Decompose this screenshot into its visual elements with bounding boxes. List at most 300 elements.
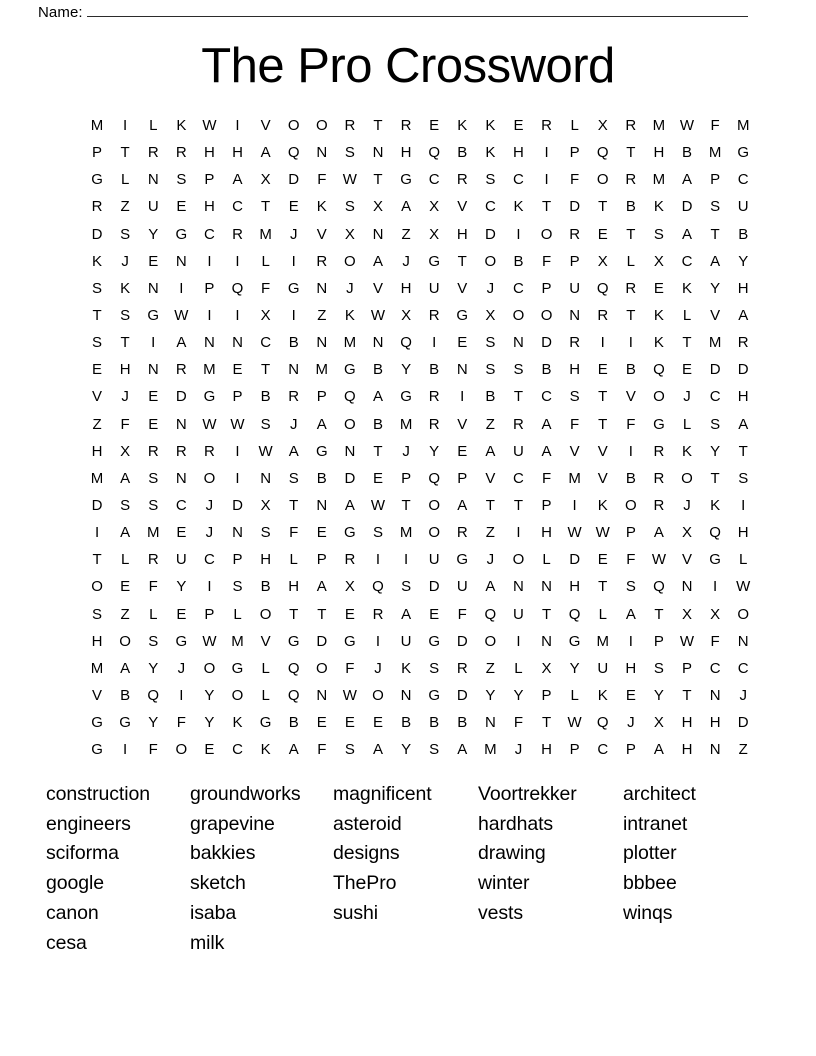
grid-cell[interactable]: B xyxy=(541,361,552,379)
grid-cell[interactable]: V xyxy=(682,551,693,569)
grid-cell[interactable]: H xyxy=(400,144,412,162)
grid-cell[interactable]: E xyxy=(344,605,355,623)
grid-cell[interactable]: R xyxy=(147,551,159,569)
word-list-item[interactable]: engineers xyxy=(46,812,131,835)
grid-cell[interactable]: L xyxy=(289,551,298,569)
grid-cell[interactable]: H xyxy=(737,388,749,406)
grid-cell[interactable]: T xyxy=(92,306,102,324)
grid-cell[interactable]: M xyxy=(736,117,750,134)
grid-cell[interactable]: O xyxy=(624,496,637,514)
grid-cell[interactable]: B xyxy=(316,469,327,487)
word-list-item[interactable]: bakkies xyxy=(190,842,256,865)
grid-cell[interactable]: N xyxy=(260,469,272,487)
grid-cell[interactable]: E xyxy=(288,198,299,216)
grid-cell[interactable]: T xyxy=(541,198,552,216)
grid-cell[interactable]: D xyxy=(344,469,356,487)
word-list-item[interactable]: Voortrekker xyxy=(478,783,577,805)
grid-cell[interactable]: T xyxy=(289,605,299,623)
grid-cell[interactable]: G xyxy=(400,171,412,189)
grid-cell[interactable]: S xyxy=(710,198,721,216)
grid-cell[interactable]: M xyxy=(343,334,357,352)
grid-cell[interactable]: O xyxy=(372,686,384,704)
grid-cell[interactable]: W xyxy=(342,686,357,704)
grid-cell[interactable]: K xyxy=(513,198,524,216)
grid-cell[interactable]: G xyxy=(344,361,356,379)
grid-cell[interactable]: I xyxy=(544,144,549,162)
grid-cell[interactable]: R xyxy=(456,659,468,677)
grid-cell[interactable]: N xyxy=(288,361,300,379)
grid-cell[interactable]: Z xyxy=(738,741,748,759)
grid-cell[interactable]: W xyxy=(567,524,582,542)
grid-cell[interactable]: T xyxy=(598,198,608,216)
word-list-item[interactable]: vests xyxy=(478,901,524,924)
grid-cell[interactable]: N xyxy=(316,334,328,352)
grid-cell[interactable]: G xyxy=(147,306,160,324)
grid-cell[interactable]: C xyxy=(513,469,524,487)
grid-cell[interactable]: T xyxy=(120,334,130,352)
grid-cell[interactable]: C xyxy=(232,741,243,759)
grid-cell[interactable]: G xyxy=(91,714,103,732)
grid-cell[interactable]: C xyxy=(513,171,524,189)
grid-cell[interactable]: A xyxy=(401,198,412,216)
grid-cell[interactable]: B xyxy=(625,198,636,216)
grid-cell[interactable]: M xyxy=(652,171,666,189)
grid-cell[interactable]: F xyxy=(570,415,580,433)
grid-cell[interactable]: A xyxy=(232,171,243,189)
grid-cell[interactable]: A xyxy=(653,524,664,542)
grid-cell[interactable]: R xyxy=(428,388,440,406)
word-list-item[interactable]: canon xyxy=(46,901,99,924)
grid-cell[interactable]: P xyxy=(401,469,412,487)
grid-cell[interactable]: O xyxy=(653,388,665,406)
grid-cell[interactable]: I xyxy=(403,551,409,569)
grid-cell[interactable]: I xyxy=(628,442,633,460)
grid-cell[interactable]: T xyxy=(92,551,102,569)
grid-cell[interactable]: E xyxy=(148,252,159,270)
grid-cell[interactable]: N xyxy=(569,306,581,324)
grid-cell[interactable]: J xyxy=(205,496,214,514)
grid-cell[interactable]: N xyxy=(175,415,187,433)
grid-cell[interactable]: E xyxy=(429,117,440,134)
grid-cell[interactable]: I xyxy=(375,632,381,650)
grid-cell[interactable]: B xyxy=(513,252,524,270)
grid-cell[interactable]: B xyxy=(288,714,299,732)
grid-cell[interactable]: U xyxy=(513,442,524,460)
grid-cell[interactable]: E xyxy=(344,714,355,732)
grid-cell[interactable]: X xyxy=(597,117,608,134)
grid-cell[interactable]: T xyxy=(373,117,383,134)
grid-cell[interactable]: E xyxy=(625,686,636,704)
grid-cell[interactable]: T xyxy=(317,605,327,623)
grid-cell[interactable]: U xyxy=(175,551,187,569)
grid-cell[interactable]: G xyxy=(428,686,440,704)
grid-cell[interactable]: E xyxy=(457,334,468,352)
grid-cell[interactable]: T xyxy=(710,469,720,487)
grid-cell[interactable]: R xyxy=(147,144,159,162)
grid-cell[interactable]: T xyxy=(626,225,636,243)
grid-cell[interactable]: G xyxy=(737,144,750,162)
grid-cell[interactable]: Q xyxy=(596,144,609,162)
grid-cell[interactable]: Y xyxy=(710,442,721,460)
grid-cell[interactable]: M xyxy=(90,659,104,677)
grid-cell[interactable]: H xyxy=(232,144,243,162)
grid-cell[interactable]: Y xyxy=(401,361,412,379)
grid-cell[interactable]: C xyxy=(709,659,721,677)
grid-cell[interactable]: G xyxy=(231,659,244,677)
grid-cell[interactable]: P xyxy=(204,171,215,189)
grid-cell[interactable]: K xyxy=(653,334,664,352)
grid-cell[interactable]: S xyxy=(344,144,355,162)
grid-cell[interactable]: X xyxy=(429,198,440,216)
grid-cell[interactable]: M xyxy=(146,524,160,542)
grid-cell[interactable]: N xyxy=(709,741,721,759)
grid-cell[interactable]: L xyxy=(514,659,523,677)
grid-cell[interactable]: F xyxy=(541,469,552,487)
grid-cell[interactable]: V xyxy=(92,686,103,704)
grid-cell[interactable]: R xyxy=(653,469,665,487)
grid-cell[interactable]: O xyxy=(91,578,103,596)
grid-cell[interactable]: E xyxy=(429,605,440,623)
grid-cell[interactable]: E xyxy=(682,361,693,379)
grid-cell[interactable]: X xyxy=(682,605,693,623)
grid-cell[interactable]: K xyxy=(176,117,187,134)
word-list-item[interactable]: sciforma xyxy=(46,842,119,865)
grid-cell[interactable]: D xyxy=(709,361,721,379)
grid-cell[interactable]: M xyxy=(203,361,216,379)
grid-cell[interactable]: C xyxy=(232,198,243,216)
grid-cell[interactable]: N xyxy=(316,686,328,704)
grid-cell[interactable]: O xyxy=(540,306,553,324)
grid-cell[interactable]: U xyxy=(147,198,159,216)
grid-cell[interactable]: A xyxy=(288,741,299,759)
grid-cell[interactable]: H xyxy=(119,361,131,379)
grid-cell[interactable]: P xyxy=(569,741,580,759)
grid-cell[interactable]: V xyxy=(316,225,327,243)
grid-cell[interactable]: R xyxy=(147,442,159,460)
grid-cell[interactable]: T xyxy=(682,334,692,352)
grid-cell[interactable]: A xyxy=(372,252,383,270)
word-list-item[interactable]: isaba xyxy=(190,901,237,924)
grid-cell[interactable]: L xyxy=(233,605,242,623)
grid-cell[interactable]: C xyxy=(260,334,272,352)
grid-cell[interactable]: W xyxy=(370,306,386,324)
grid-cell[interactable]: H xyxy=(653,144,665,162)
grid-cell[interactable]: P xyxy=(569,144,580,162)
grid-cell[interactable]: G xyxy=(175,225,188,243)
grid-cell[interactable]: H xyxy=(91,632,103,650)
grid-cell[interactable]: J xyxy=(486,551,495,569)
grid-cell[interactable]: N xyxy=(372,144,384,162)
grid-cell[interactable]: F xyxy=(710,117,720,134)
grid-cell[interactable]: Q xyxy=(653,578,665,596)
grid-cell[interactable]: G xyxy=(119,714,131,732)
grid-cell[interactable]: A xyxy=(653,741,664,759)
grid-cell[interactable]: P xyxy=(541,686,552,704)
grid-cell[interactable]: G xyxy=(203,388,216,406)
word-list-item[interactable]: cesa xyxy=(46,931,87,954)
grid-cell[interactable]: U xyxy=(737,198,749,216)
grid-cell[interactable]: X xyxy=(260,496,271,514)
grid-cell[interactable]: T xyxy=(261,198,271,216)
grid-cell[interactable]: I xyxy=(291,252,296,270)
grid-cell[interactable]: X xyxy=(344,225,355,243)
grid-cell[interactable]: C xyxy=(737,171,749,189)
grid-cell[interactable]: C xyxy=(513,279,524,297)
grid-cell[interactable]: K xyxy=(710,496,721,514)
grid-cell[interactable]: Y xyxy=(204,686,215,704)
grid-cell[interactable]: N xyxy=(316,496,328,514)
grid-cell[interactable]: A xyxy=(120,659,131,677)
grid-cell[interactable]: R xyxy=(569,334,581,352)
grid-cell[interactable]: J xyxy=(289,225,298,243)
grid-cell[interactable]: P xyxy=(653,632,664,650)
grid-cell[interactable]: A xyxy=(682,225,693,243)
grid-cell[interactable]: Y xyxy=(513,686,524,704)
grid-cell[interactable]: T xyxy=(513,388,524,406)
grid-cell[interactable]: O xyxy=(596,171,609,189)
grid-cell[interactable]: O xyxy=(681,469,693,487)
grid-cell[interactable]: Z xyxy=(485,524,495,542)
grid-cell[interactable]: R xyxy=(316,252,328,270)
grid-cell[interactable]: A xyxy=(682,171,693,189)
grid-cell[interactable]: V xyxy=(625,388,636,406)
grid-cell[interactable]: P xyxy=(316,551,327,569)
grid-cell[interactable]: B xyxy=(457,714,468,732)
grid-cell[interactable]: T xyxy=(373,442,383,460)
grid-cell[interactable]: T xyxy=(598,415,608,433)
grid-cell[interactable]: R xyxy=(513,415,524,433)
grid-cell[interactable]: S xyxy=(429,741,440,759)
grid-cell[interactable]: V xyxy=(260,632,271,650)
grid-cell[interactable]: H xyxy=(737,524,749,542)
grid-cell[interactable]: M xyxy=(259,225,272,243)
grid-cell[interactable]: R xyxy=(428,415,440,433)
grid-cell[interactable]: I xyxy=(123,741,128,759)
grid-cell[interactable]: S xyxy=(429,659,440,677)
grid-cell[interactable]: T xyxy=(654,605,664,623)
grid-cell[interactable]: W xyxy=(342,171,357,189)
grid-cell[interactable]: B xyxy=(372,361,383,379)
grid-cell[interactable]: N xyxy=(316,144,328,162)
grid-cell[interactable]: X xyxy=(401,306,412,324)
grid-cell[interactable]: N xyxy=(344,442,356,460)
grid-cell[interactable]: Y xyxy=(485,686,496,704)
grid-cell[interactable]: P xyxy=(710,171,721,189)
grid-cell[interactable]: R xyxy=(91,198,103,216)
grid-cell[interactable]: P xyxy=(204,279,215,297)
grid-cell[interactable]: N xyxy=(232,334,243,352)
grid-cell[interactable]: F xyxy=(289,524,299,542)
grid-cell[interactable]: K xyxy=(260,741,271,759)
grid-cell[interactable]: O xyxy=(737,605,750,623)
grid-cell[interactable]: O xyxy=(315,659,328,677)
grid-cell[interactable]: E xyxy=(232,361,243,379)
grid-cell[interactable]: K xyxy=(682,442,693,460)
grid-cell[interactable]: G xyxy=(344,524,356,542)
grid-cell[interactable]: R xyxy=(653,442,665,460)
grid-cell[interactable]: N xyxy=(316,279,328,297)
grid-cell[interactable]: G xyxy=(456,306,469,324)
grid-cell[interactable]: P xyxy=(232,388,243,406)
grid-cell[interactable]: X xyxy=(541,659,552,677)
grid-cell[interactable]: L xyxy=(570,117,579,134)
grid-cell[interactable]: M xyxy=(568,469,581,487)
grid-cell[interactable]: U xyxy=(597,659,609,677)
grid-cell[interactable]: G xyxy=(175,632,188,650)
grid-cell[interactable]: V xyxy=(92,388,103,406)
grid-cell[interactable]: H xyxy=(737,279,749,297)
grid-cell[interactable]: R xyxy=(625,171,637,189)
grid-cell[interactable]: I xyxy=(460,388,465,406)
grid-cell[interactable]: C xyxy=(597,741,609,759)
word-list-item[interactable]: plotter xyxy=(623,842,677,865)
grid-cell[interactable]: K xyxy=(457,117,468,134)
grid-cell[interactable]: I xyxy=(235,306,240,324)
grid-cell[interactable]: E xyxy=(513,117,524,134)
grid-cell[interactable]: C xyxy=(541,388,552,406)
grid-cell[interactable]: L xyxy=(120,551,130,569)
grid-cell[interactable]: S xyxy=(120,225,131,243)
grid-cell[interactable]: N xyxy=(204,334,215,352)
grid-cell[interactable]: K xyxy=(485,117,496,134)
grid-cell[interactable]: I xyxy=(713,578,718,596)
grid-cell[interactable]: R xyxy=(400,117,412,134)
grid-cell[interactable]: L xyxy=(739,551,748,569)
grid-cell[interactable]: L xyxy=(542,551,551,569)
grid-cell[interactable]: T xyxy=(626,144,636,162)
grid-cell[interactable]: W xyxy=(230,415,245,433)
grid-cell[interactable]: L xyxy=(261,252,270,270)
grid-cell[interactable]: M xyxy=(399,524,413,542)
word-list-item[interactable]: sketch xyxy=(190,872,246,895)
grid-cell[interactable]: E xyxy=(316,524,327,542)
word-list-item[interactable]: drawing xyxy=(478,842,546,865)
grid-cell[interactable]: K xyxy=(597,496,608,514)
grid-cell[interactable]: K xyxy=(485,144,496,162)
grid-cell[interactable]: I xyxy=(741,496,746,514)
grid-cell[interactable]: A xyxy=(457,496,468,514)
grid-cell[interactable]: E xyxy=(597,551,608,569)
grid-cell[interactable]: A xyxy=(176,334,187,352)
word-list-item[interactable]: asteroid xyxy=(333,812,402,835)
grid-cell[interactable]: T xyxy=(513,496,524,514)
grid-cell[interactable]: G xyxy=(287,279,300,297)
grid-cell[interactable]: L xyxy=(682,415,692,433)
grid-cell[interactable]: G xyxy=(344,632,356,650)
grid-cell[interactable]: K xyxy=(232,714,243,732)
word-list-item[interactable]: construction xyxy=(46,783,150,805)
grid-cell[interactable]: B xyxy=(738,225,749,243)
grid-cell[interactable]: H xyxy=(456,225,468,243)
grid-cell[interactable]: H xyxy=(569,361,581,379)
grid-cell[interactable]: Y xyxy=(176,578,187,596)
grid-cell[interactable]: V xyxy=(597,442,608,460)
grid-cell[interactable]: H xyxy=(288,578,300,596)
grid-cell[interactable]: Q xyxy=(484,605,497,623)
grid-cell[interactable]: V xyxy=(372,279,383,297)
grid-cell[interactable]: N xyxy=(147,361,159,379)
grid-cell[interactable]: M xyxy=(231,632,244,650)
grid-cell[interactable]: M xyxy=(708,334,722,352)
grid-cell[interactable]: W xyxy=(202,415,217,433)
grid-cell[interactable]: G xyxy=(428,632,440,650)
grid-cell[interactable]: R xyxy=(737,334,749,352)
grid-cell[interactable]: I xyxy=(572,496,577,514)
grid-cell[interactable]: N xyxy=(232,524,243,542)
grid-cell[interactable]: R xyxy=(372,605,384,623)
grid-cell[interactable]: B xyxy=(120,686,131,704)
grid-cell[interactable]: F xyxy=(457,605,467,623)
grid-cell[interactable]: T xyxy=(598,578,608,596)
grid-cell[interactable]: R xyxy=(597,306,609,324)
grid-cell[interactable]: O xyxy=(484,252,497,270)
grid-cell[interactable]: N xyxy=(513,578,524,596)
grid-cell[interactable]: A xyxy=(485,578,496,596)
grid-cell[interactable]: D xyxy=(428,578,440,596)
grid-cell[interactable]: Y xyxy=(401,741,412,759)
grid-cell[interactable]: S xyxy=(653,659,664,677)
grid-cell[interactable]: U xyxy=(400,632,412,650)
grid-cell[interactable]: S xyxy=(625,578,636,596)
grid-cell[interactable]: S xyxy=(485,334,496,352)
grid-cell[interactable]: R xyxy=(569,225,581,243)
grid-cell[interactable]: C xyxy=(204,551,215,569)
word-list-item[interactable]: milk xyxy=(190,931,225,954)
grid-cell[interactable]: A xyxy=(401,605,412,623)
grid-cell[interactable]: B xyxy=(485,388,496,406)
grid-cell[interactable]: N xyxy=(175,252,187,270)
grid-cell[interactable]: T xyxy=(401,496,411,514)
grid-cell[interactable]: E xyxy=(92,361,103,379)
grid-cell[interactable]: F xyxy=(345,659,355,677)
grid-cell[interactable]: I xyxy=(600,334,605,352)
grid-cell[interactable]: I xyxy=(516,524,521,542)
grid-cell[interactable]: I xyxy=(544,171,549,189)
grid-cell[interactable]: S xyxy=(148,632,159,650)
grid-cell[interactable]: Y xyxy=(653,686,664,704)
grid-cell[interactable]: J xyxy=(683,388,691,406)
grid-cell[interactable]: C xyxy=(709,388,721,406)
grid-cell[interactable]: J xyxy=(177,659,186,677)
grid-cell[interactable]: A xyxy=(344,496,355,514)
grid-cell[interactable]: K xyxy=(316,198,327,216)
grid-cell[interactable]: O xyxy=(315,117,328,134)
grid-cell[interactable]: P xyxy=(92,144,103,162)
grid-cell[interactable]: S xyxy=(485,171,496,189)
grid-cell[interactable]: R xyxy=(344,551,356,569)
grid-cell[interactable]: X xyxy=(120,442,131,460)
grid-cell[interactable]: O xyxy=(231,686,244,704)
grid-cell[interactable]: H xyxy=(541,524,552,542)
word-list-item[interactable]: intranet xyxy=(623,812,688,835)
grid-cell[interactable]: I xyxy=(94,524,100,542)
grid-cell[interactable]: S xyxy=(92,334,103,352)
grid-cell[interactable]: K xyxy=(653,198,664,216)
grid-cell[interactable]: P xyxy=(541,496,552,514)
grid-cell[interactable]: F xyxy=(317,171,327,189)
grid-cell[interactable]: I xyxy=(235,469,240,487)
grid-cell[interactable]: Q xyxy=(428,144,440,162)
grid-cell[interactable]: J xyxy=(346,279,354,297)
grid-cell[interactable]: G xyxy=(400,388,412,406)
grid-cell[interactable]: X xyxy=(485,306,496,324)
grid-cell[interactable]: B xyxy=(260,388,271,406)
grid-cell[interactable]: T xyxy=(738,442,748,460)
grid-cell[interactable]: D xyxy=(316,632,328,650)
grid-cell[interactable]: R xyxy=(175,442,187,460)
grid-cell[interactable]: R xyxy=(456,524,468,542)
word-list-item[interactable]: hardhats xyxy=(478,812,554,835)
